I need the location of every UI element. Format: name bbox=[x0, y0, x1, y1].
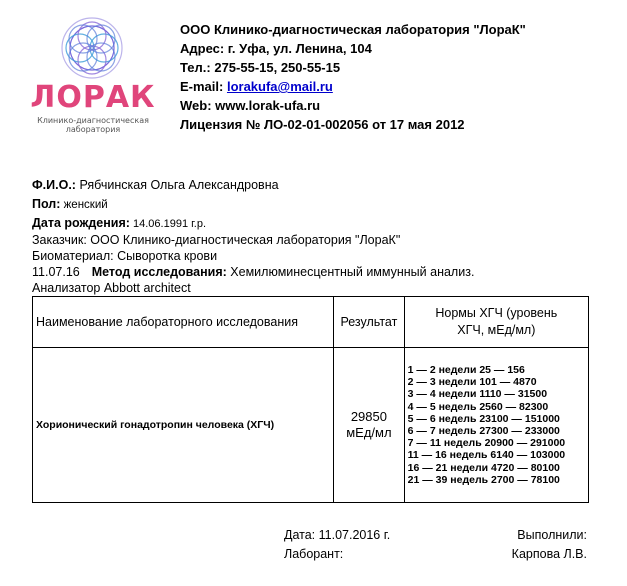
license: Лицензия № ЛО-02-01-002056 от 17 мая 2012 bbox=[180, 117, 465, 132]
norm-line: 4 — 5 недель 2560 — 82300 bbox=[407, 400, 549, 413]
norm-line: 11 — 16 недель 6140 — 103000 bbox=[407, 449, 566, 462]
logo bbox=[28, 12, 158, 136]
performer-name: Карпова Л.В. bbox=[511, 547, 587, 561]
email-link[interactable]: lorakufa@mail.ru bbox=[226, 79, 333, 94]
sex-value: женский bbox=[60, 199, 108, 211]
dob-row bbox=[32, 215, 474, 232]
footer-left bbox=[284, 526, 390, 564]
norms-cell bbox=[404, 348, 588, 503]
norms-header-line1: Нормы ХГЧ (уровень bbox=[435, 306, 558, 320]
norm-line: 16 — 21 недели 4720 — 80100 bbox=[407, 461, 560, 474]
lab-assistant-label: Лаборант: bbox=[284, 547, 344, 561]
lab-header bbox=[180, 20, 526, 134]
norm-line: 3 — 4 недели 1110 — 31500 bbox=[407, 388, 548, 401]
address: Адрес: г. Уфа, ул. Ленина, 104 bbox=[180, 41, 372, 56]
biomaterial-row: Биоматериал: Сыворотка крови bbox=[32, 249, 218, 263]
table-header-row bbox=[33, 297, 589, 348]
patient-info bbox=[32, 176, 474, 296]
email-label: E-mail: bbox=[180, 79, 227, 94]
logo-wordmark: ЛОРАК bbox=[30, 80, 156, 115]
org-name: ООО Клинико-диагностическая лаборатория "ЛораК" bbox=[180, 22, 526, 37]
mandala-logo-icon bbox=[52, 12, 132, 84]
col-norms-header bbox=[404, 297, 588, 348]
norm-line: 5 — 6 недель 23100 — 151000 bbox=[407, 412, 560, 425]
norm-line: 1 — 2 недели 25 — 156 bbox=[407, 363, 525, 376]
dob-label: Дата рождения: bbox=[32, 216, 130, 230]
test-date: 11.07.16 bbox=[32, 265, 80, 279]
result-cell bbox=[334, 348, 405, 503]
email-row bbox=[180, 77, 526, 96]
norm-line: 7 — 11 недель 20900 — 291000 bbox=[407, 437, 566, 450]
phone: Тел.: 275-55-15, 250-55-15 bbox=[180, 60, 341, 75]
test-name-cell: Хорионический гонадотропин человека (ХГЧ) bbox=[33, 348, 334, 503]
results-table bbox=[32, 296, 589, 503]
analyzer-row: Анализатор Abbott architect bbox=[32, 281, 191, 295]
norm-line: 2 — 3 недели 101 — 4870 bbox=[407, 376, 537, 389]
patient-name: Рябчинская Ольга Александровна bbox=[75, 178, 279, 192]
logo-subtitle-line1: Клинико-диагностическая bbox=[37, 116, 149, 125]
footer-right bbox=[505, 526, 587, 564]
col-test-name-header: Наименование лабораторного исследования bbox=[33, 297, 334, 348]
norms-header-line2: ХГЧ, мЕд/мл) bbox=[457, 323, 536, 337]
method-value: Хемилюминесцентный иммунный анализ. bbox=[226, 265, 475, 279]
table-row bbox=[33, 348, 589, 503]
logo-subtitle-line2: лаборатория bbox=[65, 125, 121, 134]
report-date: Дата: 11.07.2016 г. bbox=[284, 528, 391, 542]
result-unit: мЕд/мл bbox=[346, 425, 392, 440]
result-value: 29850 bbox=[350, 409, 387, 424]
logo-subtitle bbox=[28, 116, 158, 134]
col-result-header: Результат bbox=[334, 297, 405, 348]
patient-name-row bbox=[32, 176, 474, 195]
performed-label: Выполнили: bbox=[517, 528, 587, 542]
norm-line: 21 — 39 недель 2700 — 78100 bbox=[407, 473, 560, 486]
sex-row bbox=[32, 195, 474, 215]
sex-label: Пол: bbox=[32, 197, 61, 211]
norm-line: 6 — 7 недель 27300 — 233000 bbox=[407, 425, 560, 437]
website: Web: www.lorak-ufa.ru bbox=[180, 98, 321, 113]
name-label: Ф.И.О.: bbox=[32, 178, 76, 192]
dob-value: 14.06.1991 г.р. bbox=[129, 218, 207, 230]
method-label: Метод исследования: bbox=[91, 265, 227, 279]
method-row bbox=[32, 264, 474, 280]
customer-row: Заказчик: ООО Клинико-диагностическая лаборатория "ЛораК" bbox=[32, 233, 401, 247]
